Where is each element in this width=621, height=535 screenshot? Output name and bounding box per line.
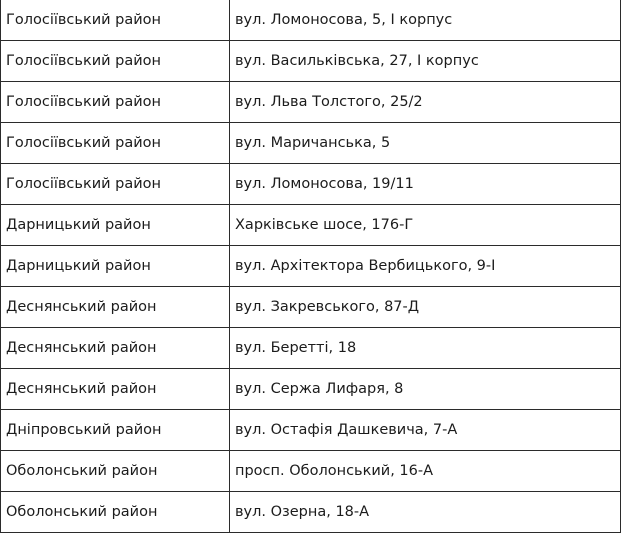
- address-cell: вул. Васильківська, 27, І корпус: [230, 41, 621, 82]
- district-cell: Голосіївський район: [1, 41, 230, 82]
- table-row: [1, 410, 621, 451]
- address-cell: вул. Льва Толстого, 25/2: [230, 82, 621, 123]
- address-cell: вул. Озерна, 18-А: [230, 492, 621, 533]
- address-cell: вул. Маричанська, 5: [230, 123, 621, 164]
- address-cell: вул. Сержа Лифаря, 8: [230, 369, 621, 410]
- address-cell: просп. Оболонський, 16-А: [230, 451, 621, 492]
- district-cell: Дніпровський район: [1, 410, 230, 451]
- district-cell: Голосіївський район: [1, 123, 230, 164]
- table-row: [1, 328, 621, 369]
- address-cell: вул. Ломоносова, 19/11: [230, 164, 621, 205]
- district-cell: Оболонський район: [1, 492, 230, 533]
- address-cell: вул. Архітектора Вербицького, 9-І: [230, 246, 621, 287]
- table-row: [1, 246, 621, 287]
- district-cell: Деснянський район: [1, 287, 230, 328]
- district-cell: Дарницький район: [1, 246, 230, 287]
- table-row: [1, 287, 621, 328]
- table-row: [1, 205, 621, 246]
- district-cell: Деснянський район: [1, 328, 230, 369]
- district-cell: Оболонський район: [1, 451, 230, 492]
- district-cell: Голосіївський район: [1, 0, 230, 41]
- table-row: [1, 82, 621, 123]
- table-row: [1, 451, 621, 492]
- table-row: [1, 164, 621, 205]
- address-cell: Харківське шосе, 176-Г: [230, 205, 621, 246]
- district-cell: Голосіївський район: [1, 82, 230, 123]
- table-row: [1, 492, 621, 533]
- table-row: [1, 369, 621, 410]
- address-cell: вул. Закревського, 87-Д: [230, 287, 621, 328]
- district-cell: Деснянський район: [1, 369, 230, 410]
- table-row: [1, 41, 621, 82]
- table-row: [1, 123, 621, 164]
- district-cell: Голосіївський район: [1, 164, 230, 205]
- district-cell: Дарницький район: [1, 205, 230, 246]
- address-cell: вул. Остафія Дашкевича, 7-А: [230, 410, 621, 451]
- table-row: [1, 0, 621, 41]
- address-cell: вул. Ломоносова, 5, І корпус: [230, 0, 621, 41]
- address-cell: вул. Беретті, 18: [230, 328, 621, 369]
- address-table-body: [1, 0, 621, 533]
